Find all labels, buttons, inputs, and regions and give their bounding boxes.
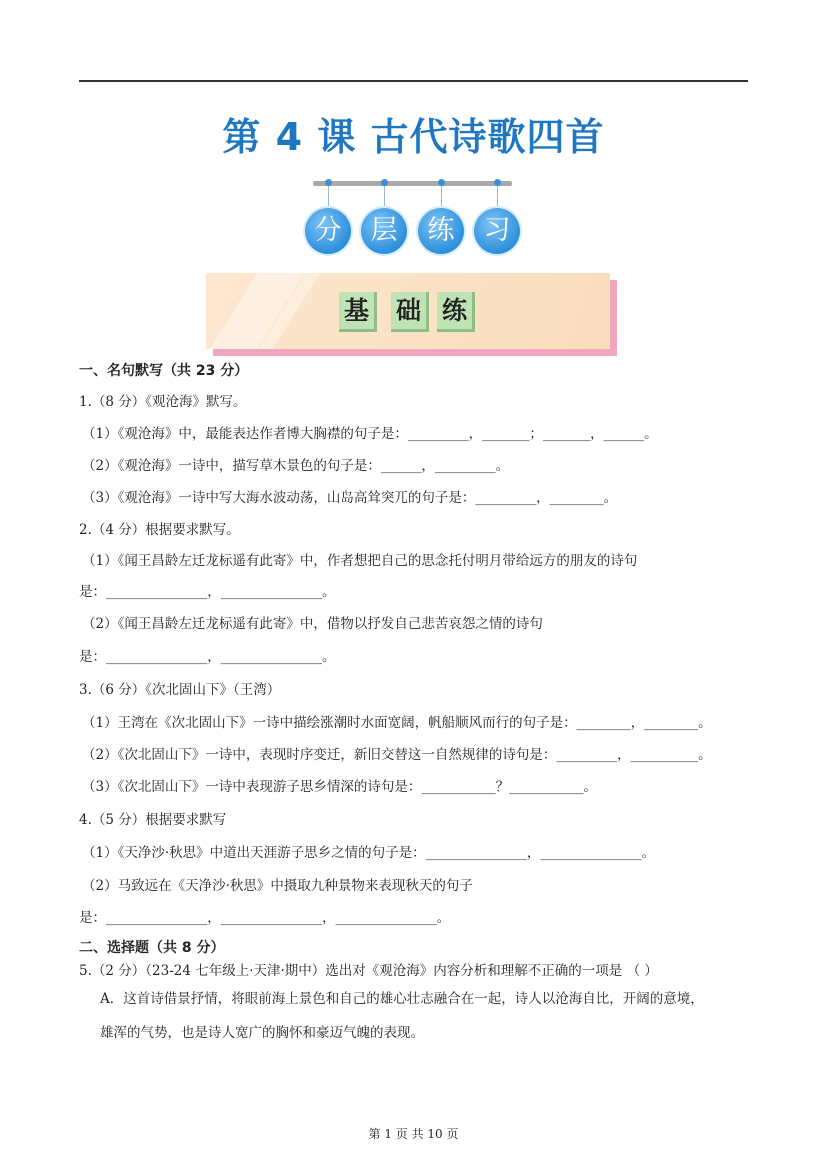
header-rule [79, 80, 748, 82]
question-line: 5.（2 分）（23-24 七年级上·天津·期中）选出对《观沧海》内容分析和理解不正确的一项是 （ ） [79, 963, 658, 979]
string [328, 184, 329, 210]
question-line: 2.（4 分）根据要求默写。 [79, 522, 240, 538]
bubble-3: 练 [418, 208, 464, 254]
question-line: 是：_______________，_______________。 [79, 649, 336, 665]
question-line: （2）《次北固山下》一诗中，表现时序变迁，新旧交替这一自然规律的诗句是：_________，__________。 [82, 747, 712, 763]
question-line: 3.（6 分）《次北固山下》（王湾） [79, 682, 281, 698]
section-heading: 一、名句默写（共 23 分） [79, 363, 249, 379]
string [441, 184, 442, 210]
string [497, 184, 498, 210]
question-line: （2）《闻王昌龄左迁龙标遥有此寄》中，借物以抒发自己悲苦哀怨之情的诗句 [82, 616, 543, 632]
section-heading: 二、选择题（共 8 分） [79, 940, 225, 956]
question-line: （1）《观沧海》中，最能表达作者博大胸襟的句子是：_________，_______；_______，______。 [82, 426, 658, 442]
hanging-rod [313, 181, 512, 186]
pin [494, 179, 501, 186]
pin [325, 179, 332, 186]
banner-char-1: 基 [339, 292, 377, 332]
question-line: 是：_______________，_______________。 [79, 584, 336, 600]
pin [381, 179, 388, 186]
question-line: 1.（8 分）《观沧海》默写。 [79, 394, 247, 410]
bubble-2: 层 [361, 208, 407, 254]
bubble-4: 习 [474, 208, 520, 254]
question-line: （3）《观沧海》一诗中写大海水波动荡，山岛高耸突兀的句子是：_________，________。 [82, 490, 618, 506]
question-line: （3）《次北固山下》一诗中表现游子思乡情深的诗句是：___________？___________。 [82, 779, 597, 795]
question-line: 4.（5 分）根据要求默写 [79, 812, 227, 828]
banner-char-2: 础 [391, 292, 429, 332]
pin [438, 179, 445, 186]
question-line: （2）马致远在《天净沙·秋思》中摄取九种景物来表现秋天的句子 [82, 878, 473, 894]
question-line: （1）《天净沙·秋思》中道出天涯游子思乡之情的句子是：_______________，_______________。 [82, 845, 656, 861]
banner-char-3: 练 [437, 292, 475, 332]
question-line: 是：_______________，_______________，_______________。 [79, 910, 451, 926]
page-title: 第 4 课 古代诗歌四首 [222, 115, 605, 159]
bubble-1: 分 [305, 208, 351, 254]
option-text: 雄浑的气势，也是诗人宽广的胸怀和豪迈气魄的表现。 [100, 1025, 424, 1041]
question-line: （2）《观沧海》一诗中，描写草木景色的句子是：______，_________。 [82, 458, 510, 474]
page-footer: 第 1 页 共 10 页 [368, 1127, 459, 1141]
string [384, 184, 385, 210]
question-line: （1）王湾在《次北固山下》一诗中描绘涨潮时水面宽阔，帆船顺风而行的句子是：________，________。 [82, 715, 712, 731]
question-line: （1）《闻王昌龄左迁龙标遥有此寄》中，作者想把自己的思念托付明月带给远方的朋友的诗句 [82, 553, 638, 569]
option-text: A．这首诗借景抒情，将眼前海上景色和自己的雄心壮志融合在一起，诗人以沧海自比，开阔的意境， [100, 991, 704, 1007]
